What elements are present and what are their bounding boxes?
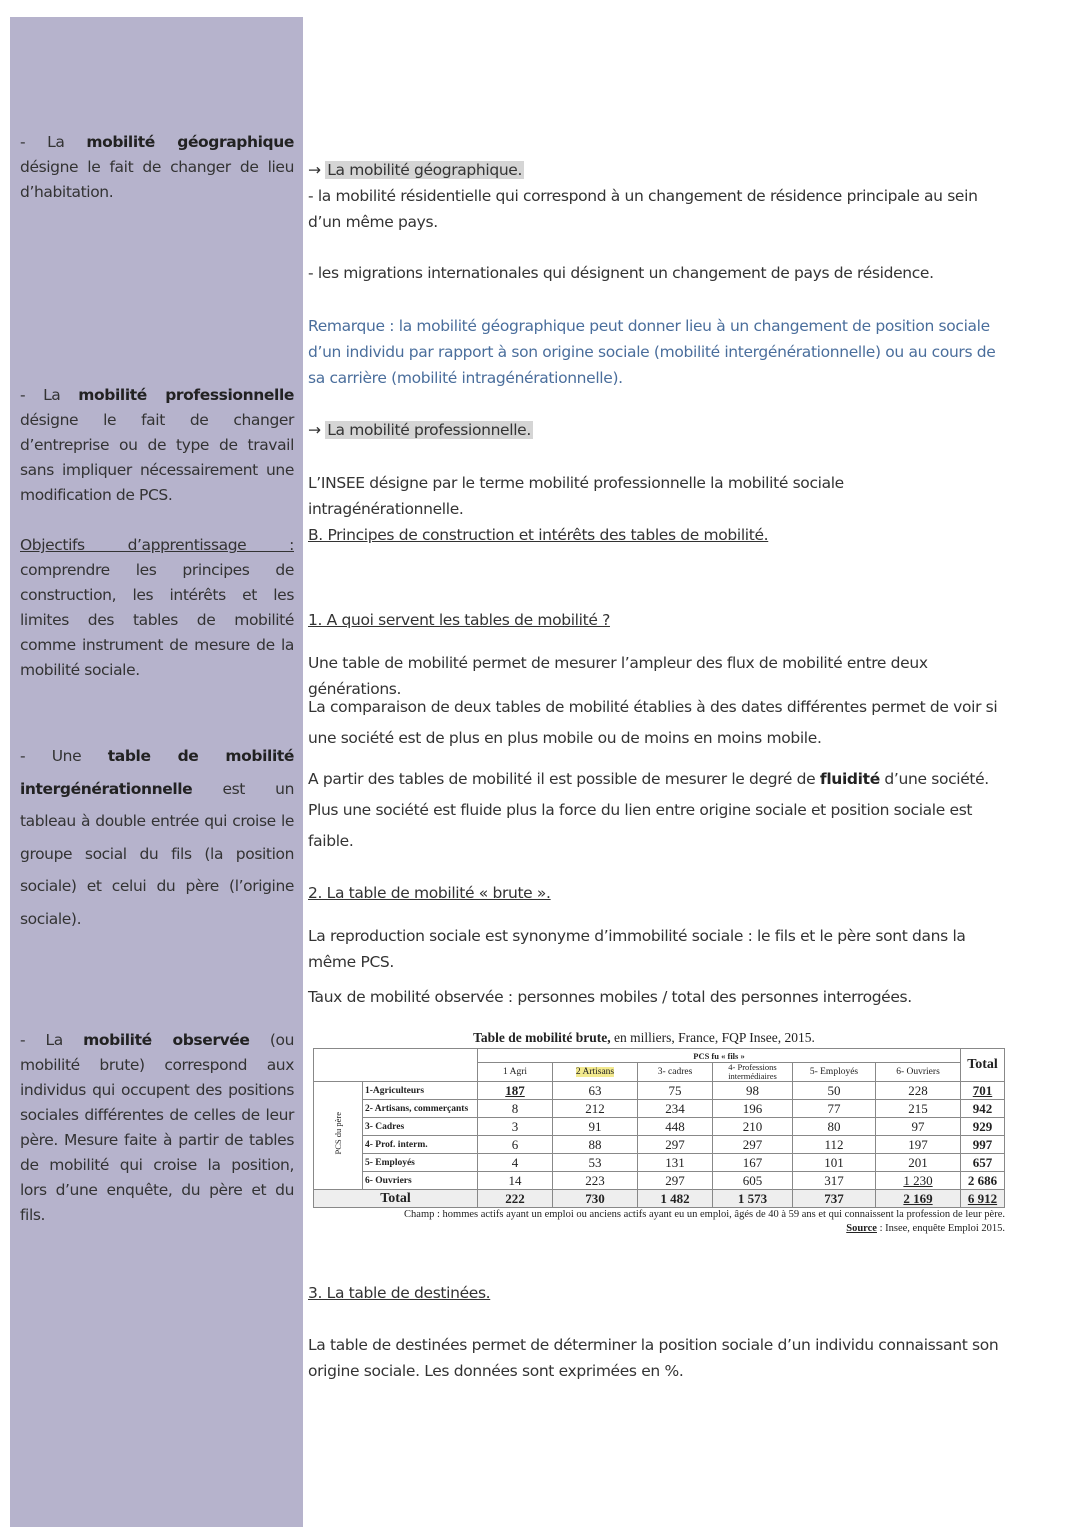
heading-q2: 2. La table de mobilité « brute ». [308, 884, 551, 902]
table-row: 2- Artisans, commerçants 8 212 234 196 77 215 942 [314, 1100, 1005, 1118]
col-header: 3- cadres [638, 1063, 713, 1082]
def-mobilite-observee: - La mobilité observée (ou mobilité brute) correspond aux individus qui occupent des positions sociales différentes de celles de leur père. Mesure faite à partir de tables de mobilité qui croise la position, lors d’une enquête, du père et du fils. [20, 1031, 294, 1224]
para-p5: Taux de mobilité observée : personnes mobiles / total des personnes interrogées. [308, 988, 912, 1006]
col-group-label: PCS fu « fils » [478, 1049, 961, 1063]
def-mobilite-professionnelle: - La mobilité professionnelle désigne le fait de changer d’entreprise ou de type de travail sans impliquer nécessairement une modification de PCS. [20, 386, 294, 504]
col-header: 1 Agri [478, 1063, 553, 1082]
table-row: 3- Cadres 3 91 448 210 80 97 929 [314, 1118, 1005, 1136]
table-row-total: Total 222 730 1 482 1 573 737 2 169 6 912 [314, 1190, 1005, 1208]
col-header-total: Total [961, 1049, 1005, 1082]
table-title: Table de mobilité brute, en milliers, France, FQP Insee, 2015. [473, 1030, 815, 1045]
para-p6: La table de destinées permet de déterminer la position sociale d’un individu connaissant son origine sociale. Les données sont exprimées en %. [308, 1336, 999, 1380]
section-b-heading: B. Principes de construction et intérêts des tables de mobilité. [308, 526, 769, 544]
def-table-mobilite: - Une table de mobilité intergénérationnelle est un tableau à double entrée qui croise le groupe social du fils (la position sociale) et celui du père (l’origine sociale). [20, 747, 294, 928]
table-source: Source : Insee, enquête Emploi 2015. [846, 1223, 1005, 1234]
para-insee: L’INSEE désigne par le terme mobilité professionnelle la mobilité sociale intragénérationnelle. [308, 474, 844, 518]
para-p1: Une table de mobilité permet de mesurer l’ampleur des flux de mobilité entre deux générations. [308, 654, 928, 698]
col-header: 2 Artisans [553, 1063, 638, 1082]
table-champ: Champ : hommes actifs ayant un emploi ou anciens actifs ayant eu un emploi, âgés de 40 à 59 ans et qui connaissent la profession de leur père. [404, 1209, 1005, 1220]
col-header: 6- Ouvriers [876, 1063, 961, 1082]
arrow-right-icon: → [308, 161, 321, 179]
table-mobilite-brute [313, 1030, 1005, 1236]
row-group-label: PCS du père [314, 1082, 363, 1190]
table-row: 6- Ouvriers 14 223 297 605 317 1 230 2 686 [314, 1172, 1005, 1190]
remarque: Remarque : la mobilité géographique peut donner lieu à un changement de position sociale d’un individu par rapport à son origine sociale (mobilité intergénérationnelle) ou au cours de sa carrière (mobilité intragénérationnelle). [308, 317, 996, 387]
col-header: 4- Professions intermédiaires [713, 1063, 793, 1082]
arrow-right-icon: → [308, 421, 321, 439]
para-residentielle: - la mobilité résidentielle qui correspond à un changement de résidence principale au sein d’un même pays. [308, 187, 978, 231]
table-row: 4- Prof. interm. 6 88 297 297 112 197 997 [314, 1136, 1005, 1154]
mobility-table [313, 1048, 1005, 1208]
heading-q3: 3. La table de destinées. [308, 1284, 491, 1302]
col-header: 5- Employés [793, 1063, 876, 1082]
heading-mobilite-professionnelle: → La mobilité professionnelle. [308, 421, 531, 439]
para-p2: La comparaison de deux tables de mobilité établies à des dates différentes permet de voir si une société est de plus en plus mobile ou de moins en moins mobile. [308, 698, 998, 747]
para-p4: La reproduction sociale est synonyme d’immobilité sociale : le fils et le père sont dans la même PCS. [308, 927, 966, 971]
table-row: 5- Employés 4 53 131 167 101 201 657 [314, 1154, 1005, 1172]
heading-mobilite-geographique: → La mobilité géographique. [308, 161, 523, 179]
table-row: PCS du père 1-Agriculteurs 187 63 75 98 50 228 701 [314, 1082, 1005, 1100]
para-p3: A partir des tables de mobilité il est possible de mesurer le degré de fluidité d’une société. Plus une société est fluide plus la force du lien entre origine sociale et position sociale est faible. [308, 770, 989, 850]
def-mobilite-geographique: - La mobilité géographique désigne le fait de changer de lieu d’habitation. [20, 133, 294, 201]
heading-q1: 1. A quoi servent les tables de mobilité ? [308, 611, 610, 629]
para-migrations: - les migrations internationales qui désignent un changement de pays de résidence. [308, 264, 934, 282]
objectifs-apprentissage: Objectifs d’apprentissage : comprendre les principes de construction, les intérêts et les limites des tables de mobilité comme instrument de mesure de la mobilité sociale. [20, 536, 294, 679]
